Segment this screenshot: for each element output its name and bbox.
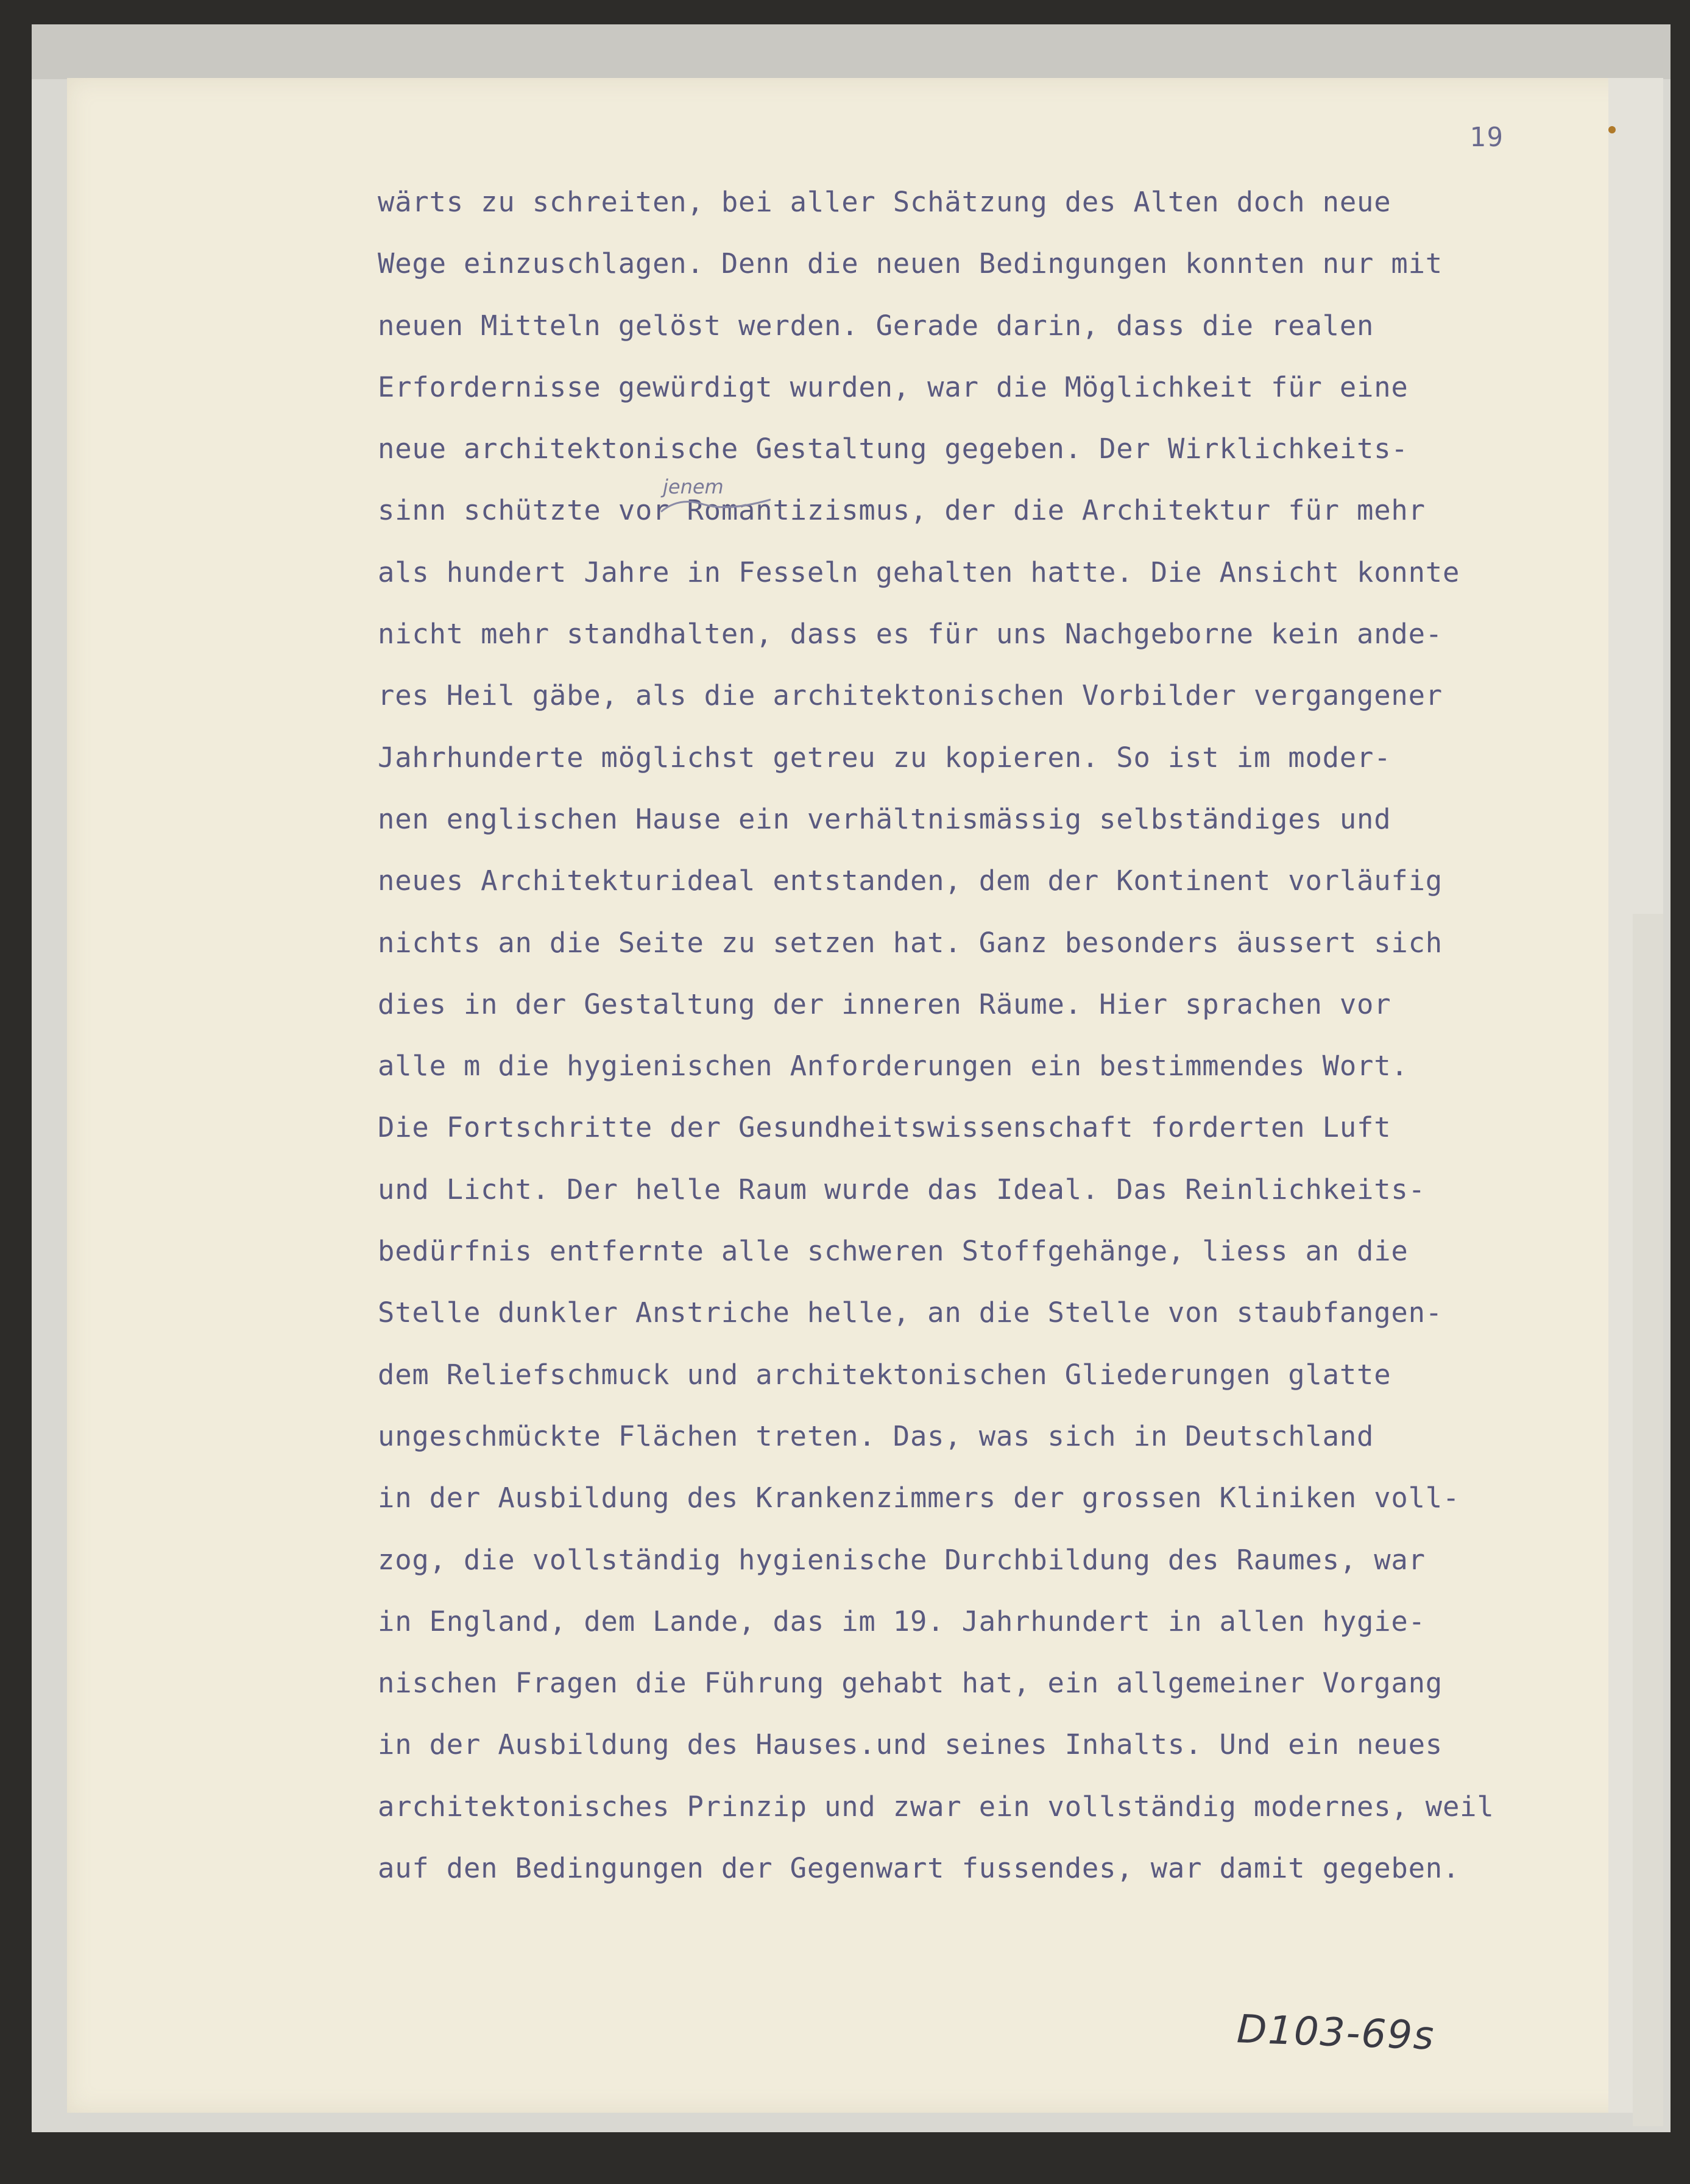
text-line: nen englischen Hause ein verhältnismässig selbständiges und: [378, 802, 1391, 835]
text-line: in der Ausbildung des Hauses.und seines Inhalts. Und ein neues: [378, 1728, 1443, 1761]
text-line: und Licht. Der helle Raum wurde das Ideal. Das Reinlichkeits-: [378, 1173, 1426, 1206]
text-line: in der Ausbildung des Krankenzimmers der grossen Kliniken voll-: [378, 1482, 1460, 1514]
insertion-caret-icon: [655, 493, 777, 518]
text-line: neues Architekturideal entstanden, dem der Kontinent vorläufig: [378, 864, 1443, 897]
text-line: dies in der Gestaltung der inneren Räume. Hier sprachen vor: [378, 988, 1391, 1020]
typed-body-text: [378, 184, 1657, 1912]
scan-backing-top-strip: [32, 24, 1671, 79]
text-line: nichts an die Seite zu setzen hat. Ganz besonders äussert sich: [378, 926, 1443, 959]
text-line: als hundert Jahre in Fesseln gehalten hatte. Die Ansicht konnte: [378, 556, 1460, 588]
text-line: bedürfnis entfernte alle schweren Stoffgehänge, liess an die: [378, 1235, 1409, 1268]
text-line: Wege einzuschlagen. Denn die neuen Bedingungen konnten nur mit: [378, 247, 1443, 280]
text-line: Die Fortschritte der Gesundheitswissenschaft forderten Luft: [378, 1111, 1391, 1144]
text-line: zog, die vollständig hygienische Durchbildung des Raumes, war: [378, 1543, 1426, 1576]
handwritten-insertion: jenem: [663, 475, 724, 498]
text-line: architektonisches Prinzip und zwar ein vollständig modernes, weil: [378, 1790, 1494, 1823]
text-line: sinn schützte vor Romantizismus, der die Architektur für mehr: [378, 494, 1426, 527]
text-line: res Heil gäbe, als die architektonischen Vorbilder vergangener: [378, 679, 1443, 712]
text-line: dem Reliefschmuck und architektonischen Gliederungen glatte: [378, 1358, 1391, 1391]
text-line: nischen Fragen die Führung gehabt hat, ein allgemeiner Vorgang: [378, 1667, 1443, 1700]
text-line: Jahrhunderte möglichst getreu zu kopieren. So ist im moder-: [378, 741, 1391, 774]
text-line: Stelle dunkler Anstriche helle, an die Stelle von staubfangen-: [378, 1296, 1443, 1329]
text-line: in England, dem Lande, das im 19. Jahrhundert in allen hygie-: [378, 1605, 1426, 1638]
text-line: nicht mehr standhalten, dass es für uns Nachgeborne kein ande-: [378, 618, 1443, 651]
ink-spot: [1608, 126, 1616, 133]
archive-signature: D103-69s: [1236, 2007, 1436, 2059]
text-line: Erfordernisse gewürdigt wurden, war die Möglichkeit für eine: [378, 370, 1409, 403]
page-number: 19: [1469, 122, 1504, 153]
text-line: alle m die hygienischen Anforderungen ein bestimmendes Wort.: [378, 1050, 1409, 1083]
text-line: ungeschmückte Flächen treten. Das, was sich in Deutschland: [378, 1419, 1374, 1452]
text-line: wärts zu schreiten, bei aller Schätzung des Alten doch neue: [378, 186, 1391, 218]
text-line: auf den Bedingungen der Gegenwart fussendes, war damit gegeben.: [378, 1852, 1460, 1885]
text-line: neuen Mitteln gelöst werden. Gerade darin, dass die realen: [378, 309, 1374, 342]
text-line: neue architektonische Gestaltung gegeben. Der Wirklichkeits-: [378, 433, 1409, 465]
